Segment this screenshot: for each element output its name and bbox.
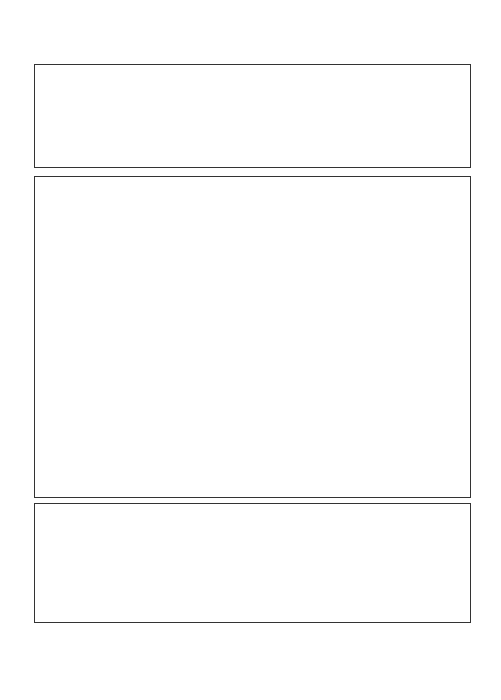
section-announcements (34, 176, 471, 498)
section-member-news (34, 503, 471, 623)
section-church-calendar (34, 64, 471, 168)
